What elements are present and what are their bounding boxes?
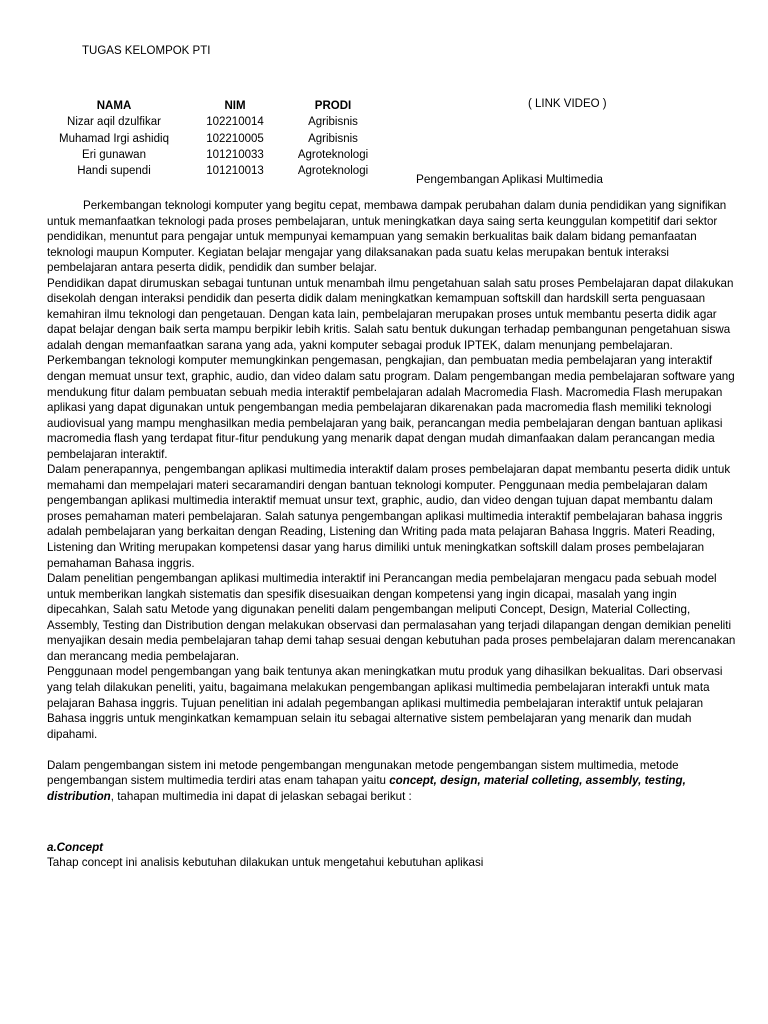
member-prodi: Agribisnis [308,116,358,129]
body-paragraph: Penggunaan model pengembangan yang baik tentunya akan meningkatkan mutu produk yang dihasilkan bekualitas. Dari observasi yang telah dilakukan peneliti, yaitu, bagaimana melakukan pengembangan aplikasi multimedia pembelajaran interakfi untuk mata pelajaran Bahasa inggris. Tujuan penelitian ini adalah pegembangan aplikasi multimedia pembelajaran interaktif untuk pelajaran Bahasa inggris untuk menginkatkan kemampuan selain itu sebagai alternative sistem pembelajaran yang menarik dan mudah dipahami. [47,665,723,741]
method-intro: Dalam pengembangan sistem ini metode pengembangan mengunakan metode pengembangan sistem multimedia, metode pengembangan sistem multimedia terdiri atas enam tahapan yaitu [47,758,679,788]
method-outro: , tahapan multimedia ini dapat di jelaskan sebagai berikut : [110,789,412,803]
member-nim: 102210005 [206,132,264,145]
document-body [47,198,737,871]
member-prodi: Agribisnis [308,132,358,145]
member-name: Eri gunawan [82,148,146,161]
concept-text: Tahap concept ini analisis kebutuhan dilakukan untuk mengetahui kebutuhan aplikasi [47,856,484,870]
document-subtitle: Pengembangan Aplikasi Multimedia [416,172,603,186]
body-paragraph: Perkembangan teknologi komputer memungkinkan pengemasan, pengkajian, dan pembuatan media pembelajaran yang interaktif dengan memuat unsur text, graphic, audio, dan video dalam satu program. Dalam pengembangan media pembelajaran software yang mendukung fitur dalam pembuatan sebuah media interaktif pembelajaran adalah Macromedia Flash. Macromedia Flash merupakan aplikasi yang dapat digunakan untuk pengembangan media pembelajaran dikarenakan pada macromedia flash memiliki teknologi audiovisual yang mampu menghasilkan media pembelajaran yang baik, perancangan media pembelajaran dengan bantuan aplikasi macromedia flash yang terdapat fitur-fitur pendukung yang menarik dapat dengan mudah dimanfaakan dalam perancangan media pembelajaran interaktif. [47,354,735,461]
table-row [46,131,378,147]
member-nim: 102210014 [206,116,264,129]
table-row [46,114,378,130]
spacer [47,804,737,824]
member-name: Handi supendi [77,165,151,178]
table-row [46,147,378,163]
table-header-row [46,98,378,114]
member-prodi: Agroteknologi [297,148,369,161]
table-row [46,163,378,179]
member-nim: 101210033 [206,148,264,161]
member-prodi: Agroteknologi [297,165,369,178]
method-stages: concept, design, material colleting, assembly, testing, distribution [47,774,686,803]
document-title: TUGAS KELOMPOK PTI [82,45,211,57]
link-video-label: ( LINK VIDEO ) [528,98,607,110]
header-nim: NIM [224,100,246,112]
member-name: Nizar aqil dzulfikar [67,116,161,129]
spacer [47,824,737,840]
method-paragraph [47,758,737,805]
body-paragraph: Perkembangan teknologi komputer yang begitu cepat, membawa dampak perubahan dalam dunia pendidikan yang signifikan untuk memanfaatkan teknologi pada proses pembelajaran, untuk meningkatkan daya saing serta keunggulan kompetitif dari sektor pendidikan, menuntut para pengajar untuk mempunyai kemampuan yang semakin berkualitas baik dalam bidang pemanfaatan teknologi maupun Komputer. Kegiatan belajar mengajar yang dilaksanakan pada suatu kelas merupakan bentuk interaksi pembelajaran antara peserta didik, pendidik dan sumber belajar. [47,199,727,275]
header-nama: NAMA [96,100,132,112]
spacer [47,742,737,758]
member-nim: 101210013 [206,165,264,178]
header-prodi: PRODI [314,100,352,112]
member-name: Muhamad Irgi ashidiq [59,132,169,145]
body-paragraph: Pendidikan dapat dirumuskan sebagai tuntunan untuk menambah ilmu pengetahuan salah satu proses Pembelajaran dapat dilakukan disekolah dengan interaksi pendidik dan peserta didik dalam meningkatkan kemampuan softskill dan hardskill serta penguasaan kemahiran ilmu teknologi dan pengetauan. Dengan kata lain, pembelajaran merupakan proses untuk membantu peserta didik agar dapat belajar dengan baik serta mampu berpikir lebih kritis. Salah satu bentuk dukungan terhadap pembangunan pengetahuan siswa adalah dengan memanfaatkan sarana yang ada, yakni komputer sebagai produk IPTEK, dalam menunjang pembelajaran. [47,276,734,352]
body-paragraph: Dalam penerapannya, pengembangan aplikasi multimedia interaktif dalam proses pembelajaran dapat membantu peserta didik untuk memahami dan mempelajari materi secaramandiri dengan bantuan teknologi komputer. Penggunaan media pembelajaran dalam pengembangan aplikasi multimedia interaktif memuat unsur text, graphic, audio, dan video dengan tujuan dapat membantu dalam proses pemahaman materi pembelajaran. Salah satunya pengembangan aplikasi multimedia interaktif pembelajaran bahasa inggris adalah pembelajaran yang berkaitan dengan Reading, Listening dan Writing pada mata pelajaran Bahasa Inggris. Materi Reading, Listening dan Writing merupakan kompetensi dasar yang harus dimiliki untuk meningkatkan softskill dalam proses pembelajaran pemahaman Bahasa inggris. [47,463,731,570]
body-paragraph: Dalam penelitian pengembangan aplikasi multimedia interaktif ini Perancangan media pembelajaran mengacu pada sebuah model untuk memberikan langkah sistematis dan spesifik disesuaikan dengan kompetensi yang ingin dicapai, masalah yang ingin dipecahkan, Salah satu Metode yang digunakan peneliti dalam pengembangan meliputi Concept, Design, Material Collecting, Assembly, Testing dan Distribution dengan melakukan observasi dan permalasahan yang terjadi dilapangan dengan demikian peneliti menyajikan desain media pembelajaran tahap demi tahap sesuai dengan kebutuhan pada proses pembelajaran dalam merencanakan dan merancang media pembelajaran. [47,572,736,663]
concept-heading: a.Concept [47,840,104,854]
members-table [46,98,378,179]
